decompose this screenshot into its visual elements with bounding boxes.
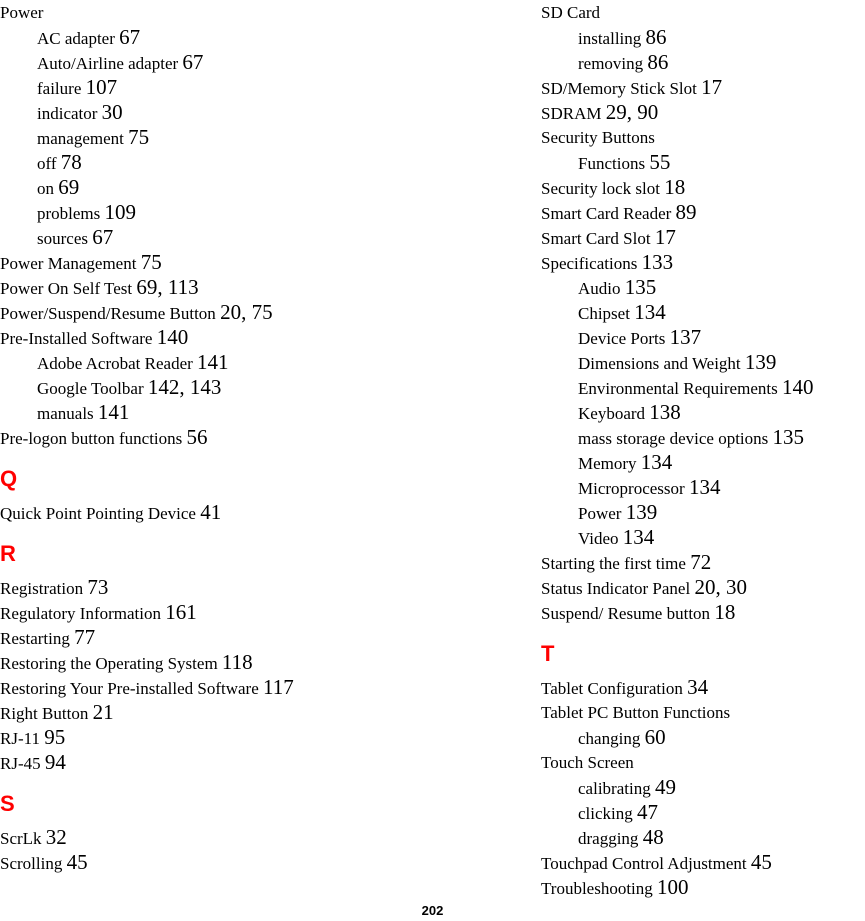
page-reference-link[interactable]: 49: [654, 775, 676, 799]
index-term: indicator: [37, 104, 98, 123]
index-entry: [541, 875, 865, 900]
index-subentry: [541, 375, 865, 400]
index-subentry: [541, 525, 865, 550]
index-term: Chipset: [578, 304, 630, 323]
index-subentry: [541, 775, 865, 800]
page-reference-link[interactable]: 67: [182, 50, 204, 74]
index-entry: [541, 100, 865, 125]
section-letter-heading: S: [0, 791, 15, 816]
index-term: Registration: [0, 579, 84, 598]
page-reference-link[interactable]: 94: [44, 750, 66, 774]
index-term: ScrLk: [0, 829, 42, 848]
index-term: Tablet Configuration: [541, 679, 683, 698]
page-reference-link[interactable]: 118: [221, 650, 253, 674]
index-term: clicking: [578, 804, 633, 823]
page-reference-link[interactable]: 117: [263, 675, 294, 699]
page-reference-link[interactable]: 89: [675, 200, 697, 224]
page-reference-link[interactable]: 69, 113: [136, 275, 199, 299]
index-entry: [0, 325, 440, 350]
index-entry: [0, 300, 440, 325]
page-reference-link[interactable]: 73: [87, 575, 109, 599]
index-term: Specifications: [541, 254, 638, 273]
page-reference-link[interactable]: 48: [642, 825, 664, 849]
page-reference-link[interactable]: 32: [45, 825, 67, 849]
index-entry: [541, 225, 865, 250]
index-term: Starting the first time: [541, 554, 686, 573]
index-entry: [0, 750, 440, 775]
index-entry: [0, 250, 440, 275]
index-entry: [0, 650, 440, 675]
page-reference-link[interactable]: 107: [85, 75, 118, 99]
index-term: mass storage device options: [578, 429, 769, 448]
index-term: Touchpad Control Adjustment: [541, 854, 747, 873]
index-subentry: [541, 475, 865, 500]
index-term: Video: [578, 529, 619, 548]
index-term: Audio: [578, 279, 621, 298]
page-number: 202: [421, 903, 444, 918]
index-term: Power Management: [0, 254, 137, 273]
index-term: Device Ports: [578, 329, 666, 348]
index-term: installing: [578, 29, 642, 48]
index-subentry: [0, 200, 440, 225]
index-entry: [541, 250, 865, 275]
index-term: Power On Self Test: [0, 279, 133, 298]
index-entry: [0, 850, 440, 875]
index-subentry: [541, 800, 865, 825]
index-entry: [541, 850, 865, 875]
section-letter-heading: Q: [0, 466, 18, 491]
page-reference-link[interactable]: 100: [657, 875, 689, 899]
index-term: problems: [37, 204, 101, 223]
page-reference-link[interactable]: 133: [641, 250, 674, 274]
page-reference-link[interactable]: 45: [66, 850, 88, 874]
page-reference-link[interactable]: 134: [640, 450, 673, 474]
page-reference-link[interactable]: 20, 30: [694, 575, 747, 599]
index-subentry: [0, 25, 440, 50]
page-reference-link[interactable]: 140: [156, 325, 189, 349]
index-term: Power/Suspend/Resume Button: [0, 304, 216, 323]
index-term: Restoring the Operating System: [0, 654, 218, 673]
page-reference-link[interactable]: 139: [625, 500, 658, 524]
page-reference-link[interactable]: 134: [634, 300, 666, 324]
index-term: Smart Card Reader: [541, 204, 672, 223]
index-subentry: [0, 350, 440, 375]
index-entry: [541, 0, 865, 25]
index-term: Security Buttons: [541, 128, 655, 147]
index-term: Tablet PC Button Functions: [541, 703, 731, 722]
index-subentry: [541, 725, 865, 750]
page-reference-link[interactable]: 34: [687, 675, 709, 699]
index-term: Troubleshooting: [541, 879, 653, 898]
index-term: Status Indicator Panel: [541, 579, 691, 598]
index-subentry: [541, 400, 865, 425]
page-reference-link[interactable]: 18: [714, 600, 736, 624]
index-subentry: [541, 825, 865, 850]
page-reference-link[interactable]: 47: [637, 800, 659, 824]
page-reference-link[interactable]: 141: [97, 400, 130, 424]
index-entry: [0, 275, 440, 300]
index-entry: [541, 675, 865, 700]
page-reference-link[interactable]: 69: [58, 175, 80, 199]
index-entry: [0, 425, 440, 450]
index-term: calibrating: [578, 779, 651, 798]
index-subentry: [541, 425, 865, 450]
index-subentry: [541, 500, 865, 525]
page-reference-link[interactable]: 17: [654, 225, 676, 249]
index-entry: [0, 700, 440, 725]
index-subentry: [0, 125, 440, 150]
index-term: SD/Memory Stick Slot: [541, 79, 697, 98]
section-letter-heading: T: [541, 641, 555, 666]
index-entry: [0, 600, 440, 625]
page-reference-link[interactable]: 21: [92, 700, 114, 724]
index-subentry: [541, 275, 865, 300]
index-subentry: [0, 150, 440, 175]
index-term: failure: [37, 79, 82, 98]
page-reference-link[interactable]: 67: [92, 225, 114, 249]
index-term: Regulatory Information: [0, 604, 161, 623]
page-reference-link[interactable]: 17: [701, 75, 723, 99]
index-term: Auto/Airline adapter: [37, 54, 179, 73]
index-term: AC adapter: [37, 29, 115, 48]
page-reference-link[interactable]: 142, 143: [147, 375, 222, 399]
index-term: Security lock slot: [541, 179, 660, 198]
page-reference-link[interactable]: 137: [669, 325, 702, 349]
page-reference-link[interactable]: 75: [128, 125, 150, 149]
index-entry: [0, 0, 440, 25]
index-entry: [541, 575, 865, 600]
page-reference-link[interactable]: 20, 75: [220, 300, 273, 324]
index-entry: [0, 825, 440, 850]
page-reference-link[interactable]: 135: [772, 425, 805, 449]
index-entry: [541, 550, 865, 575]
index-term: Environmental Requirements: [578, 379, 778, 398]
index-subentry: [541, 350, 865, 375]
index-subentry: [541, 150, 865, 175]
index-term: removing: [578, 54, 644, 73]
index-subentry: [0, 400, 440, 425]
index-entry: [0, 500, 440, 525]
index-term: Quick Point Pointing Device: [0, 504, 196, 523]
index-entry: [0, 675, 440, 700]
index-column-right: [541, 0, 865, 900]
page-reference-link[interactable]: 45: [750, 850, 772, 874]
index-entry: [0, 625, 440, 650]
page-reference-link[interactable]: 109: [104, 200, 137, 224]
page-reference-link[interactable]: 55: [649, 150, 671, 174]
index-term: Restarting: [0, 629, 70, 648]
page-reference-link[interactable]: 86: [647, 50, 669, 74]
page-reference-link[interactable]: 29, 90: [605, 100, 659, 124]
index-term: Adobe Acrobat Reader: [37, 354, 193, 373]
page-reference-link[interactable]: 41: [200, 500, 222, 524]
index-term: Pre-logon button functions: [0, 429, 183, 448]
page-reference-link[interactable]: 139: [744, 350, 777, 374]
index-subentry: [541, 325, 865, 350]
index-term: Scrolling: [0, 854, 63, 873]
index-term: Dimensions and Weight: [578, 354, 741, 373]
page-reference-link[interactable]: 135: [624, 275, 657, 299]
index-subentry: [0, 75, 440, 100]
index-term: RJ-11: [0, 729, 40, 748]
page-reference-link[interactable]: 141: [197, 350, 229, 374]
index-subentry: [0, 175, 440, 200]
page-reference-link[interactable]: 134: [622, 525, 655, 549]
index-term: Google Toolbar: [37, 379, 144, 398]
page-reference-link[interactable]: 30: [101, 100, 123, 124]
page-reference-link[interactable]: 86: [645, 25, 667, 49]
index-entry: [541, 125, 865, 150]
index-column-left: [0, 0, 440, 875]
index-subentry: [0, 225, 440, 250]
index-term: manuals: [37, 404, 94, 423]
page-reference-link[interactable]: 78: [60, 150, 82, 174]
index-term: Pre-Installed Software: [0, 329, 153, 348]
index-term: Functions: [578, 154, 646, 173]
index-subentry: [541, 300, 865, 325]
index-term: Power: [578, 504, 622, 523]
index-subentry: [0, 100, 440, 125]
index-term: RJ-45: [0, 754, 41, 773]
page-reference-link[interactable]: 77: [74, 625, 96, 649]
index-entry: [0, 575, 440, 600]
index-entry: [541, 75, 865, 100]
index-term: Microprocessor: [578, 479, 685, 498]
page-reference-link[interactable]: 60: [644, 725, 666, 749]
page-reference-link[interactable]: 161: [165, 600, 197, 624]
index-term: SD Card: [541, 3, 601, 22]
index-term: off: [37, 154, 57, 173]
index-subentry: [0, 375, 440, 400]
index-term: Smart Card Slot: [541, 229, 651, 248]
index-term: management: [37, 129, 124, 148]
page-reference-link[interactable]: 56: [186, 425, 208, 449]
page-reference-link[interactable]: 18: [664, 175, 686, 199]
index-term: Restoring Your Pre-installed Software: [0, 679, 259, 698]
index-subentry: [541, 50, 865, 75]
index-term: Touch Screen: [541, 753, 634, 772]
index-term: Keyboard: [578, 404, 646, 423]
page-reference-link[interactable]: 140: [781, 375, 814, 399]
page-reference-link[interactable]: 138: [649, 400, 681, 424]
index-entry: [541, 750, 865, 775]
index-term: Memory: [578, 454, 637, 473]
index-term: on: [37, 179, 54, 198]
index-entry: [541, 700, 865, 725]
index-term: Suspend/ Resume button: [541, 604, 711, 623]
index-entry: [541, 200, 865, 225]
index-subentry: [541, 25, 865, 50]
index-subentry: [541, 450, 865, 475]
section-letter-heading: R: [0, 541, 16, 566]
page-reference-link[interactable]: 72: [690, 550, 712, 574]
index-term: SDRAM: [541, 104, 602, 123]
index-entry: [541, 600, 865, 625]
index-entry: [541, 175, 865, 200]
index-entry: [0, 725, 440, 750]
index-term: dragging: [578, 829, 639, 848]
page-reference-link[interactable]: 67: [119, 25, 141, 49]
index-subentry: [0, 50, 440, 75]
index-term: changing: [578, 729, 641, 748]
index-term: sources: [37, 229, 88, 248]
index-term: Right Button: [0, 704, 89, 723]
page-reference-link[interactable]: 95: [44, 725, 66, 749]
page-reference-link[interactable]: 134: [688, 475, 721, 499]
index-term: Power: [0, 3, 44, 22]
page-reference-link[interactable]: 75: [140, 250, 162, 274]
